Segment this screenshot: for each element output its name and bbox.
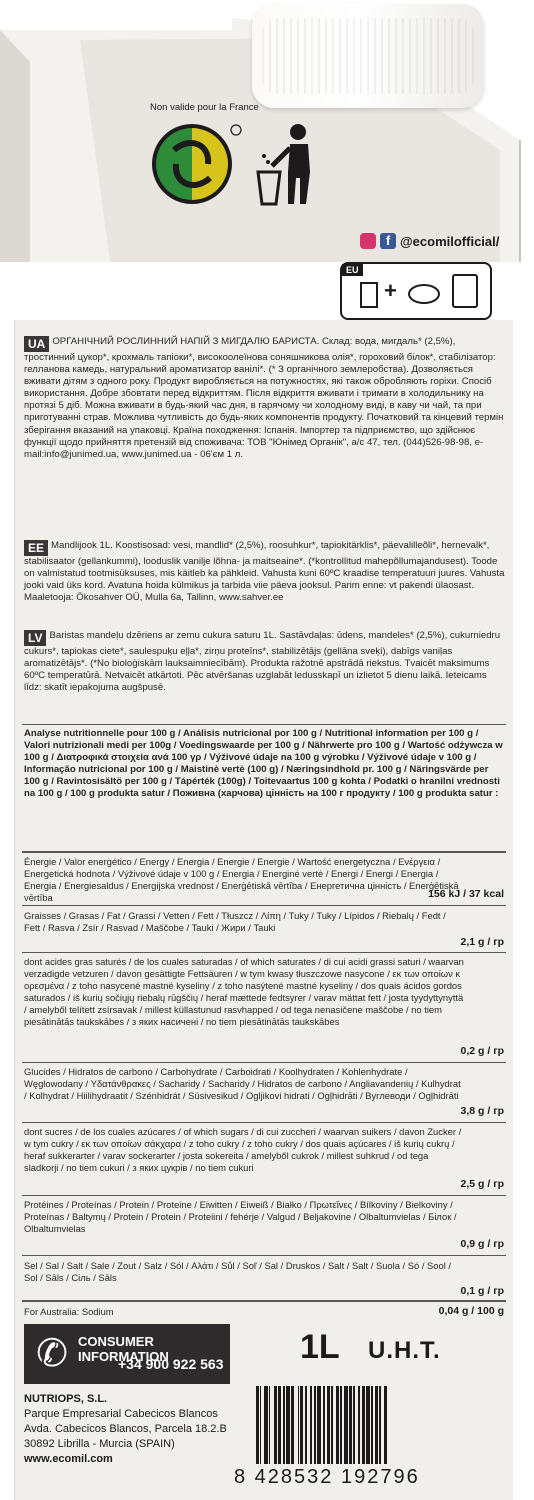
ee-block bbox=[24, 540, 506, 604]
nutrition-divider bbox=[22, 1062, 506, 1063]
australia-label: For Australia: Sodium bbox=[24, 1306, 114, 1317]
phone-icon: ✆ bbox=[36, 1333, 68, 1375]
fat-row: Graisses / Grasas / Fat / Grassi / Vetten / Fett / Tłuszcz / Λίπη / Tuky / Tuky / Lípidos / Riebalų / Fedt / Fett / Rasva / Zsír / Rasvad / Maščobe / Tauki / Жири / Tauki bbox=[24, 910, 446, 933]
nutrition-divider bbox=[22, 851, 506, 853]
eu-label: EU bbox=[342, 264, 363, 276]
lv-text: Baristas mandeļu dzēriens ar zemu cukura saturu 1L. Sastāvdaļas: ūdens, mandeles* (2,5%), cukurniedru cukurs*, tapiokas ciete*, saulespuķu eļļa*, zirņu proteīns*, stabilizētājs (gellāna sveķi), dabīgs vaniļas aromatizētājs*. (*No bioloģiskām lauksaimniecībām). Produkta ražotnē apstrādā riekstus. Tvaicēt maksimums 60ºC temperatūrā. Netvaicēt atkārtoti. Pēc atvēršanas uzglabāt ledusskapī un izlietot 5 dienu laikā. Ieteicams līdz: skatīt iepakojuma augšpusē. bbox=[24, 630, 501, 694]
eu-recycling-box bbox=[340, 262, 492, 320]
protein-row: Protéines / Proteínas / Protein / Proteine / Eiwitten / Eiweiß / Białko / Πρωτεΐνες / Bílkoviny / Bielkoviny / Proteínas / Baltymų / Protein / Protein / Proteiini / fehérje / Valgud / Beljakovine / Olbaltumvielas / Білок / Olbaltumvielas bbox=[24, 1199, 457, 1234]
carton-top bbox=[0, 0, 534, 262]
carton-recycle-icon bbox=[360, 282, 378, 308]
ua-tag: UA bbox=[24, 336, 49, 352]
ee-text: Mandlijook 1L. Koostisosad: vesi, mandlid* (2,5%), roosuhkur*, tapiokitärklis*, päevalilleõli*, hernevalk*, stabilisaator (gellankummi), looduslik vanilje lõhna- ja maitseaine*. (*kontrollitud mahepõllumajandusest). Toode on valmistatud tootmisüksuses, mis käitleb ka pähkleid. Vahusta kuni 60ºC kraadise temperatuuri juures. Vahusta jooki vaid üks kord. Avatuna hoida külmikus ja tarbida viie päeva jooksul. Parim enne: vt pakendi ülaosast. Maaletooja: Ökosahver OÜ, Mulla 6a, Tallinn, www.sahver.ee bbox=[24, 540, 505, 604]
company-address-1: Parque Empresarial Cabecicos Blancos bbox=[24, 1408, 218, 1420]
barcode bbox=[256, 1386, 496, 1464]
yellow-bin-icon bbox=[452, 274, 478, 308]
saturates-row: dont acides gras saturés / de los cuales saturadas / of which saturates / di cui acidi grassi saturi / waarvan verzadigde vetzuren / davon gesättigte Fettsäuren / w tym kwasy tłuszczowe nasycone / εκ των οποίων κ ορεσμένα / z toho nasycené mastné kyseliny / z toho nasýtené mastné kyseliny / dos quais ácidos gordos saturados / iš kurių sočiųjų riebalų rūgščių / heraf mættede fedtsyrer / varav mättat fett / josta tyydyttynyttä / amelyből telített zsírsavak / millest küllastunud rasvhapped / od tega nenasičene maščobe / no tiem piesātinātās taukskābes / з яких насичені / no tiem piesātinātās taukskābes bbox=[24, 956, 464, 1027]
lv-block bbox=[24, 630, 506, 694]
australia-value: 0,04 g / 100 g bbox=[438, 1305, 504, 1317]
social-handle[interactable]: @ecomilofficial/ bbox=[400, 234, 500, 249]
energy-row: Énergie / Valor energético / Energy / Energia / Energie / Energie / Wartość energetyczna / Ενέργεια / Energetická hodnota / Výživové údaje v 100 g / Energia / Energinė vertė / Energi / Energi / Energia / Energia / Energiesaldus / Energijska vrednost / Enerģētiskā vērtība / Енергетична цінність / Enerģētiskā vērtība bbox=[24, 856, 459, 903]
plus-icon: + bbox=[384, 278, 397, 303]
energy-value: 156 kJ / 37 kcal bbox=[428, 888, 504, 900]
company-block bbox=[24, 1392, 227, 1467]
volume-label: 1L bbox=[300, 1328, 340, 1366]
nutrition-divider bbox=[22, 905, 506, 906]
nutrition-divider bbox=[22, 1122, 506, 1123]
protein-value: 0,9 g / гр bbox=[460, 1238, 504, 1250]
ua-text: ОРГАНІЧНИЙ РОСЛИННИЙ НАПІЙ З МИГДАЛЮ БАРИСТА. Склад: вода, мигдаль* (2,5%), тростинний цукор*, крохмаль тапіоки*, високоолеїнова соняшникова олія*, гороховий білок*, стабілізатор: гелланова камедь, натуральний ароматизатор ванілі*. (* З органічного землеробства). Дозволяється вживати дітям з одного року. Продукт виробляється на потужностях, які також обробляють горіхи. Спосіб використання. Добре збовтати перед відкриттям. Після відкриття вживати і тримати в холодильнику на протязі 5 діб. Можна вживати в будь-який час дня, в гарячому чи холодному виді, в каву чи чай, та при приготуванні страв. Можлива чутливість до будь-яких компонентів продукту. Початковий та кінцевий термін зберігання вказаний на упаковці. Країна походження: Іспанія. Імпортер та підприємство, що здійснює функції щодо прийняття претензій від споживача: ТОВ "Юнімед Органік", а/с 47, тел. (044)526-98-98, e-mail:info@junimed.ua, www.junimed.ua - 06'єм 1 л. bbox=[24, 336, 504, 460]
sugars-value: 2,5 g / гр bbox=[460, 1178, 504, 1190]
company-address-3: 30892 Librilla - Murcia (SPAIN) bbox=[24, 1438, 175, 1450]
tidyman-icon bbox=[254, 122, 322, 206]
uht-label: U.H.T. bbox=[368, 1337, 441, 1364]
consumer-info-box[interactable] bbox=[24, 1324, 230, 1384]
lv-tag: LV bbox=[24, 630, 46, 646]
ua-block bbox=[24, 336, 506, 461]
barcode-digits: 8 428532 192796 bbox=[234, 1466, 420, 1488]
nutrition-divider bbox=[22, 1300, 506, 1302]
cap-recycle-icon bbox=[408, 284, 440, 304]
nutrition-divider bbox=[22, 1195, 506, 1196]
fat-value: 2,1 g / гр bbox=[460, 936, 504, 948]
carbs-value: 3,8 g / гр bbox=[460, 1105, 504, 1117]
consumer-label: CONSUMER INFORMATION bbox=[78, 1334, 169, 1364]
bottle-cap[interactable] bbox=[252, 4, 484, 108]
non-valide-text: Non valide pour la France bbox=[150, 102, 259, 113]
company-name: NUTRIOPS, S.L. bbox=[24, 1393, 108, 1405]
nutrition-header: Analyse nutritionnelle pour 100 g / Análisis nutricional por 100 g / Nutritional information per 100 g / Valori nutrizionali medi per 100g / Voedingswaarde per 100 g / Nährwerte pro 100 g / Wartość odżywcza w 100 g / Διατροφικά στοιχεία ανά 100 γρ / Výživové údaje na 100 g výrobku / Výživové údaje v 100 g / Informação nutricional por 100 g / Maistinė vertė (100 g) / Næringsindhold pr. 100 g / Näringsvärde per 100 g / Ravintosisältö per 100 g / Tápérték (100g) / Toitevaartus 100 g kohta / Podatki o hranilni vrednosti na 100 g / 100 g produkta satur / Поживна (харчова) цінність на 100 г продукту / 100 g produkta satur : bbox=[24, 728, 503, 799]
barcode-gap bbox=[387, 1386, 388, 1464]
salt-row: Sel / Sal / Salt / Sale / Zout / Salz / Sól / Αλάτι / Sůl / Soľ / Sal / Druskos / Salt / Salt / Suola / Só / Sool / Sol / Sāls / Сіль / Sāls bbox=[24, 1260, 452, 1283]
carbs-row: Glucides / Hidratos de carbono / Carbohydrate / Carboidrati / Koolhydraten / Kohlenhydrate / Węglowodany / Υδατάνθρακες / Sacharidy / Sacharidy / Hidratos de carbono / Angliavandenių / Kulhydrat / Kolhydrat / Hiilihydraatit / Szénhidrát / Süsivesikud / Ogljikovi hidrati / Ogļhidrāti / Вуглеводи / Ogļhidrāti bbox=[24, 1066, 461, 1101]
facebook-icon[interactable]: f bbox=[380, 233, 396, 249]
sugars-row: dont sucres / de los cuales azúcares / of which sugars / di cui zuccheri / waarvan suikers / davon Zucker / w tym cukry / εκ των οποίων σάκχαρα / z toho cukry / z toho cukry / dos quais açúcares / iš kurių cukrų / heraf sukkerarter / varav sockerarter / josta sokereita / amelyből cukrok / millest suhkrud / od tega sladkorji / no tiem cukuri / з яких цукрів / no tiem cukuri bbox=[24, 1126, 462, 1173]
nutrition-divider bbox=[22, 1255, 506, 1256]
green-dot-icon bbox=[150, 120, 242, 206]
instagram-icon[interactable] bbox=[360, 233, 376, 249]
nutrition-divider bbox=[22, 952, 506, 953]
salt-value: 0,1 g / гр bbox=[460, 1285, 504, 1297]
saturates-value: 0,2 g / гр bbox=[460, 1045, 504, 1057]
consumer-phone[interactable]: +34 900 922 563 bbox=[118, 1356, 224, 1372]
company-address-2: Avda. Cabecicos Blancos, Parcela 18.2.B bbox=[24, 1423, 227, 1435]
nutrition-divider bbox=[22, 724, 506, 725]
company-web[interactable]: www.ecomil.com bbox=[24, 1453, 113, 1465]
ee-tag: EE bbox=[24, 540, 48, 556]
